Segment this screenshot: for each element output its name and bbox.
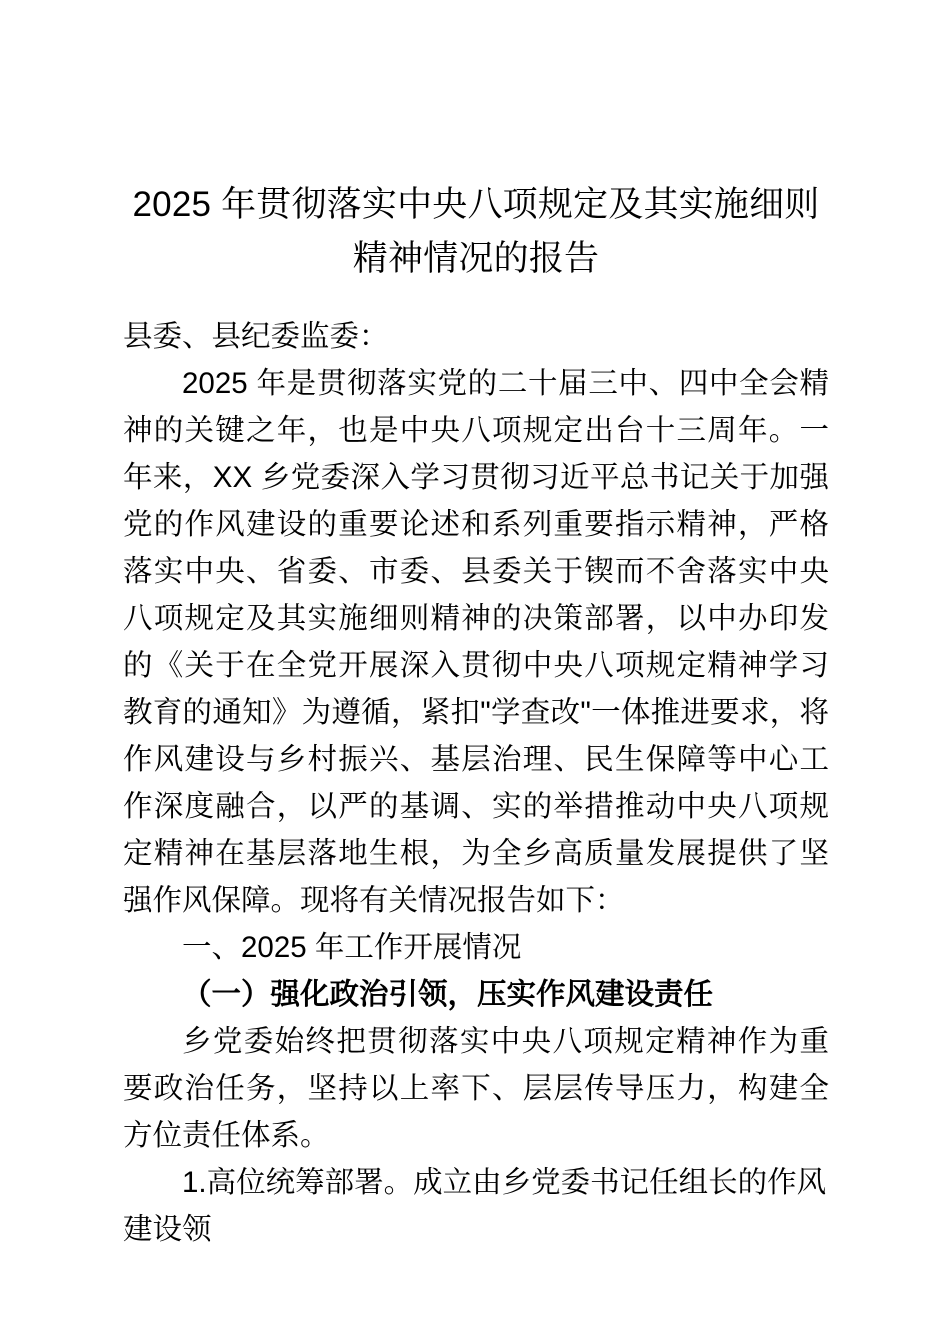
document-title-line-1: 2025 年贯彻落实中央八项规定及其实施细则 (132, 185, 820, 224)
opening-paragraph: 2025 年是贯彻落实党的二十届三中、四中全会精神的关键之年，也是中央八项规定出台十三周年。一年来，XX 乡党委深入学习贯彻习近平总书记关于加强党的作风建设的重要论述和系列重要指示精神，严格落实中央、省委、市委、县委关于锲而不舍落实中央八项规定及其实施细则精神的决策部署，以中办印发的《关于在全党开展深入贯彻中央八项规定精神学习教育的通知》为遵循，紧扣"学查改"一体推进要求，将作风建设与乡村振兴、基层治理、民生保障等中心工作深度融合，以严的基调、实的举措推动中央八项规定精神在基层落地生根，为全乡高质量发展提供了坚强作风保障。现将有关情况报告如下： (123, 367, 829, 917)
item-1-paragraph: 1.高位统筹部署。成立由乡党委书记任组长的作风建设领 (123, 1166, 827, 1246)
document-title (123, 0, 829, 286)
subsection-1-heading: （一）强化政治引领，压实作风建设责任 (182, 978, 714, 1011)
document-title-line-2: 精神情况的报告 (352, 239, 600, 278)
subsection-1-paragraph: 乡党委始终把贯彻落实中央八项规定精神作为重要政治任务，坚持以上率下、层层传导压力，构建全方位责任体系。 (123, 1025, 829, 1152)
salutation: 县委、县纪委监委： (123, 320, 389, 353)
section-1-heading: 一、2025 年工作开展情况 (182, 931, 522, 964)
document-body (123, 0, 829, 1253)
